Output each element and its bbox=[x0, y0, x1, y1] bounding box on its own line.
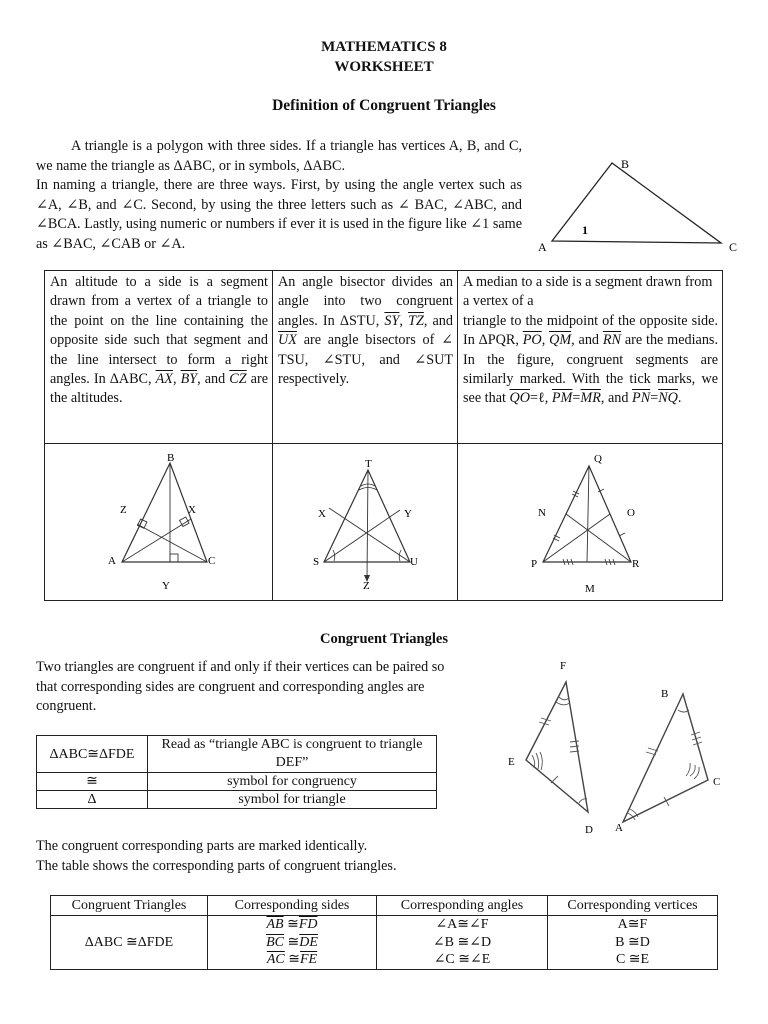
angle-pair: ∠A≅∠F bbox=[435, 917, 489, 932]
side-pair bbox=[208, 951, 376, 969]
vertex-r-label: R bbox=[632, 558, 640, 570]
equals-sign: = bbox=[572, 390, 581, 407]
triangle-abc-figure bbox=[535, 152, 745, 256]
congruence-symbol: ≅ bbox=[283, 934, 300, 950]
separator: , and bbox=[600, 390, 633, 407]
side-bc: $\overline{BC}$ bbox=[266, 934, 284, 950]
congruence-symbol: ≅ bbox=[283, 917, 299, 932]
corresponding-parts-table bbox=[50, 895, 718, 970]
vertex-u-label: U bbox=[410, 556, 418, 568]
separator: , bbox=[172, 371, 181, 388]
bisector-text: An angle bisector divides an angle into two congruent angles. In ΔSTU, bbox=[278, 274, 453, 329]
intro-paragraph bbox=[36, 137, 522, 254]
segment-rn: $\overline{RN}$ bbox=[602, 332, 622, 349]
vertex-a-label: A bbox=[108, 555, 116, 567]
bisector-definition bbox=[273, 271, 458, 444]
segment-qo: $\overline{QO}$ bbox=[509, 390, 530, 407]
segment-tz: $\overline{TZ}$ bbox=[408, 312, 424, 329]
congruence-symbol: ≅ bbox=[284, 952, 300, 967]
side-ab: $\overline{AB}$ bbox=[266, 917, 284, 932]
vertex-d-label: D bbox=[585, 824, 593, 836]
segment-sy: $\overline{SY}$ bbox=[384, 312, 400, 329]
median-first-line: A median to a side is a segment drawn from a vertex of a bbox=[463, 274, 713, 310]
altitude-definition bbox=[45, 271, 273, 444]
definitions-table bbox=[44, 270, 723, 601]
median-text-mid: are the medians. In the figure, congruent segments are similarly marked. With the tick marks, we see that bbox=[463, 332, 719, 407]
segment-ux: $\overline{UX}$ bbox=[278, 332, 297, 349]
side-fe: $\overline{FE}$ bbox=[300, 952, 318, 967]
vertex-pair: B ≅D bbox=[615, 934, 650, 950]
median-definition bbox=[458, 271, 723, 444]
meaning-cell: symbol for congruency bbox=[148, 773, 437, 791]
segment-nq: $\overline{NQ}$ bbox=[658, 390, 678, 407]
bisector-text-end: are angle bisectors of ∠ TSU, ∠STU, and ∠SUT respectively. bbox=[278, 332, 453, 388]
congruence-statement: ΔABC ≅ΔFDE bbox=[51, 916, 208, 970]
point-y-label: Y bbox=[404, 508, 412, 520]
vertex-p-label: P bbox=[531, 558, 538, 570]
vertex-c-label: C bbox=[713, 776, 721, 788]
congruent-heading: Congruent Triangles bbox=[320, 631, 448, 647]
equation-part: =ℓ, bbox=[529, 390, 552, 407]
note-table-intro: The table shows the corresponding parts of congruent triangles. bbox=[36, 857, 397, 874]
vertex-b-label: B bbox=[621, 157, 630, 171]
segment-cz: $\overline{CZ}$ bbox=[229, 371, 247, 388]
altitude-text: An altitude to a side is a segment drawn from a vertex of a triangle to the point on the line containing the opposite side such that segment and the line intersect to form a right angles. In ΔABC, bbox=[50, 274, 268, 388]
median-figure-cell bbox=[458, 444, 723, 601]
vertex-b-label: B bbox=[661, 688, 669, 700]
notes bbox=[36, 837, 536, 876]
point-x-label: X bbox=[188, 504, 196, 516]
altitude-figure-cell bbox=[45, 444, 273, 601]
worksheet-label: WORKSHEET bbox=[334, 59, 434, 75]
vertex-s-label: S bbox=[313, 556, 320, 568]
separator: , bbox=[399, 312, 409, 329]
symbols-table bbox=[36, 735, 437, 809]
median-figure bbox=[458, 444, 722, 594]
vertices-cell bbox=[548, 916, 718, 970]
side-pair bbox=[208, 916, 376, 934]
segment-by: $\overline{BY}$ bbox=[180, 371, 198, 388]
angle-pair: ∠C ≅∠E bbox=[433, 952, 491, 967]
header-corresponding-angles: Corresponding angles bbox=[377, 896, 548, 916]
vertex-f-label: F bbox=[560, 660, 567, 672]
side-pair bbox=[208, 934, 376, 952]
segment-ax: $\overline{AX}$ bbox=[155, 371, 173, 388]
side-ac: $\overline{AC}$ bbox=[266, 952, 285, 967]
worksheet-subject: MATHEMATICS 8 bbox=[321, 39, 447, 55]
segment-qm: $\overline{QM}$ bbox=[549, 332, 572, 349]
segment-pm: $\overline{PM}$ bbox=[551, 390, 573, 407]
point-y-label: Y bbox=[162, 580, 170, 592]
vertex-q-label: Q bbox=[594, 453, 602, 465]
point-z-label: Z bbox=[120, 504, 127, 516]
segment-po: $\overline{PO}$ bbox=[522, 332, 542, 349]
vertex-pair: C ≅E bbox=[615, 952, 650, 967]
vertex-e-label: E bbox=[508, 756, 515, 768]
segment-mr: $\overline{MR}$ bbox=[580, 390, 601, 407]
vertex-a-label: A bbox=[615, 822, 623, 834]
period: . bbox=[677, 390, 682, 407]
note-marked-parts: The congruent corresponding parts are marked identically. bbox=[36, 838, 368, 854]
header-congruent-triangles: Congruent Triangles bbox=[51, 896, 208, 916]
vertex-c-label: C bbox=[208, 555, 216, 567]
separator: , bbox=[541, 332, 550, 349]
intro-p1: A triangle is a polygon with three sides. If a triangle has vertices A, B, and C, we name the triangle as ΔABC, or in symbols, ΔABC. bbox=[36, 138, 522, 174]
vertex-pair: A≅F bbox=[617, 917, 648, 932]
sides-cell bbox=[208, 916, 377, 970]
point-o-label: O bbox=[627, 507, 635, 519]
altitude-figure bbox=[45, 444, 271, 594]
triangle-abc bbox=[552, 163, 721, 243]
bisector-figure bbox=[273, 444, 457, 594]
side-fd: $\overline{FD}$ bbox=[298, 917, 318, 932]
angle-1-label: 1 bbox=[582, 223, 588, 237]
midpoint-m-label: M bbox=[585, 583, 595, 594]
congruent-triangles-figure bbox=[478, 652, 748, 842]
angle-pair: ∠B ≅∠D bbox=[432, 934, 492, 950]
side-de: $\overline{DE}$ bbox=[299, 934, 318, 950]
vertex-t-label: T bbox=[365, 458, 372, 470]
median-text: triangle to the midpoint of the opposite side. In ΔPQR, bbox=[463, 312, 718, 349]
symbol-cell: ΔABC≅ΔFDE bbox=[37, 736, 148, 773]
symbol-cell: Δ bbox=[37, 791, 148, 809]
vertex-a-label: A bbox=[538, 240, 547, 254]
meaning-cell: Read as “triangle ABC is congruent to triangle DEF” bbox=[148, 736, 437, 773]
section-title: Definition of Congruent Triangles bbox=[272, 97, 496, 114]
intro-p2: In naming a triangle, there are three ways. First, by using the angle vertex such as ∠A, ∠B, and ∠C. Second, by using the three letters such as ∠ BAC, ∠ABC, and ∠BCA. Lastly, using numeric or numbers if ever it is used in the figure like ∠1 same as ∠BAC, ∠CAB or ∠A. bbox=[36, 177, 522, 252]
angles-cell bbox=[377, 916, 548, 970]
header-corresponding-sides: Corresponding sides bbox=[208, 896, 377, 916]
header-corresponding-vertices: Corresponding vertices bbox=[548, 896, 718, 916]
bisector-figure-cell bbox=[273, 444, 458, 601]
separator: , and bbox=[571, 332, 603, 349]
vertex-b-label: B bbox=[167, 452, 175, 464]
meaning-cell: symbol for triangle bbox=[148, 791, 437, 809]
congruent-definition: Two triangles are congruent if and only if their vertices can be paired so that corresponding sides are congruent and corresponding angles are congruent. bbox=[36, 659, 445, 714]
separator: , and bbox=[197, 371, 230, 388]
symbol-cell: ≅ bbox=[37, 773, 148, 791]
point-z-label: Z bbox=[363, 580, 370, 592]
vertex-c-label: C bbox=[729, 240, 738, 254]
separator: , and bbox=[423, 312, 453, 329]
altitude-text-end: are the altitudes. bbox=[50, 371, 268, 407]
segment-pn: $\overline{PN}$ bbox=[632, 390, 651, 407]
point-x-label: X bbox=[318, 508, 326, 520]
equals-sign: = bbox=[650, 390, 659, 407]
point-n-label: N bbox=[538, 507, 546, 519]
